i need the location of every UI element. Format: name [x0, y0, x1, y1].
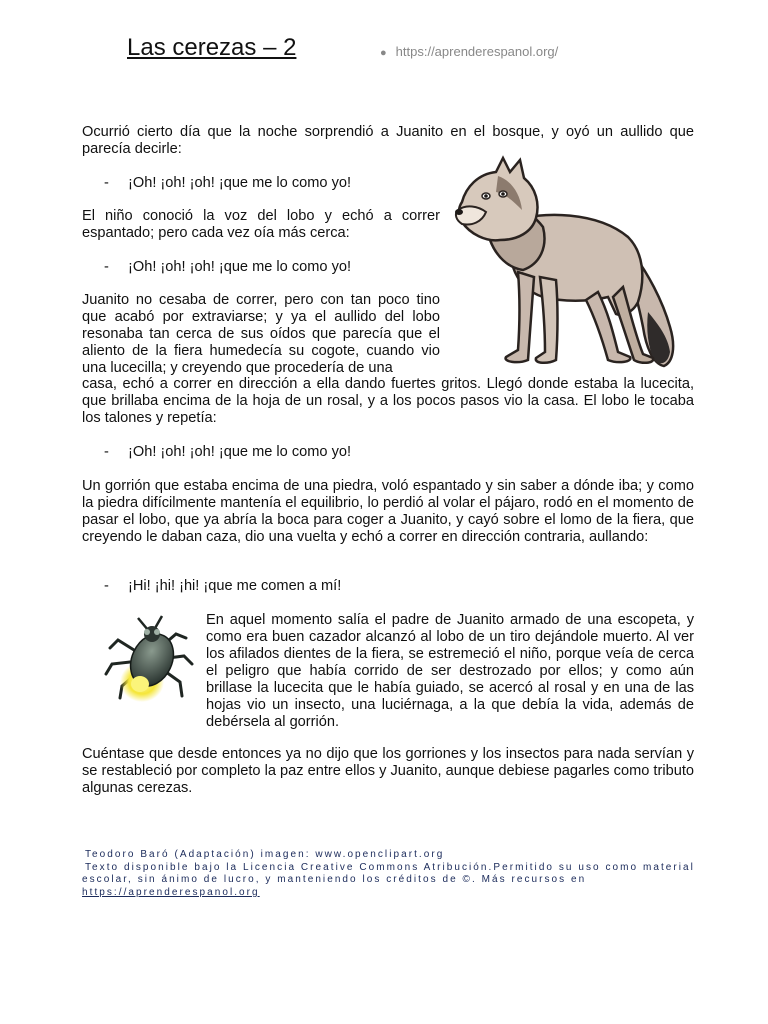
footer-credit-line: Teodoro Baró (Adaptación) imagen: www.openclipart.org: [85, 849, 445, 860]
page-title: Las cerezas – 2: [127, 34, 297, 61]
quote-1-text: ¡Oh! ¡oh! ¡oh! ¡que me lo como yo!: [128, 175, 352, 191]
quote-3: [104, 444, 351, 461]
paragraph-1: Ocurrió cierto día que la noche sorprendió a Juanito en el bosque, y oyó un aullido que parecía decirle:: [82, 124, 694, 157]
footer-license: Texto disponible bajo la Licencia Creative Commons Atribución.Permitido su uso como material escolar, sin ánimo de lucro, y manteniendo los créditos de ©. Más recursos en: [82, 861, 695, 885]
paragraph-6: Cuéntase que desde entonces ya no dijo que los gorriones y los insectos para nada servían y se restableció por completo la paz entre ellos y Juanito, aunque debiese pagarles como tributo algunas cerezas.: [82, 746, 694, 796]
dash-icon: -: [104, 578, 109, 594]
quote-2: [104, 259, 351, 276]
quote-1: [104, 175, 351, 192]
quote-4: [104, 578, 341, 595]
paragraph-3a: Juanito no cesaba de correr, pero con tan poco tino que acabó por extraviarse; y ya el aullido del lobo resonaba tan cerca de sus oídos que parecía que el aliento de la fiera humedecía su cogote, cuando vio una lucecilla; y creyendo que procedería de una: [82, 292, 440, 376]
paragraph-2a: El niño conoció la voz del lobo y echó a correr: [82, 208, 440, 224]
quote-4-text: ¡Hi! ¡hi! ¡hi! ¡que me comen a mí!: [128, 578, 342, 594]
footer-link[interactable]: https://aprenderespanol.org: [82, 886, 260, 898]
footer-license-text: [82, 862, 702, 900]
footer-credits: [82, 849, 702, 899]
paragraph-3b: casa, echó a correr en dirección a ella dando fuertes gritos. Llegó donde estaba la lucecita, que brillaba encima de la hoja de un rosal, y a los pocos pasos vio la casa. El lobo le tocaba los talones y repetía:: [82, 376, 694, 426]
dash-icon: -: [104, 175, 109, 191]
quote-2-text: ¡Oh! ¡oh! ¡oh! ¡que me lo como yo!: [128, 259, 352, 275]
source-url-text: https://aprenderespanol.org/: [395, 44, 559, 59]
paragraph-4: Un gorrión que estaba encima de una piedra, voló espantado y sin saber a dónde iba; y como la piedra difícilmente mantenía el equilibrio, lo perdió al volar el pájaro, rodó en el momento de pasar el lobo, que ya abría la boca para coger a Juanito, y cayó sobre el lomo de la fiera, que creyendo le daban caza, dio una vuelta y echó a correr en dirección contraria, aullando:: [82, 478, 694, 545]
dash-icon: -: [104, 444, 109, 460]
source-url[interactable]: [380, 44, 558, 59]
paragraph-2b: espantado; pero cada vez oía más cerca:: [82, 225, 350, 241]
quote-3-text: ¡Oh! ¡oh! ¡oh! ¡que me lo como yo!: [128, 444, 352, 460]
dash-icon: -: [104, 259, 109, 275]
firefly-illustration-icon: [100, 612, 196, 708]
wolf-illustration-icon: [448, 152, 684, 374]
paragraph-5: En aquel momento salía el padre de Juanito armado de una escopeta, y como era buen cazador alcanzó al lobo de un tiro dejándole muerto. Al ver los afilados dientes de la fiera, se estremeció el niño, porque veía de cerca el peligro que había corrido de ser destrozado por ellos; y como aún brillase la lucecita que le había guiado, se acercó al rosal y en una de las hojas vio un insecto, una luciérnaga, a la que debía la vida, además de debérsela al gorrión.: [206, 612, 694, 730]
bullet-icon: ●: [380, 47, 387, 59]
